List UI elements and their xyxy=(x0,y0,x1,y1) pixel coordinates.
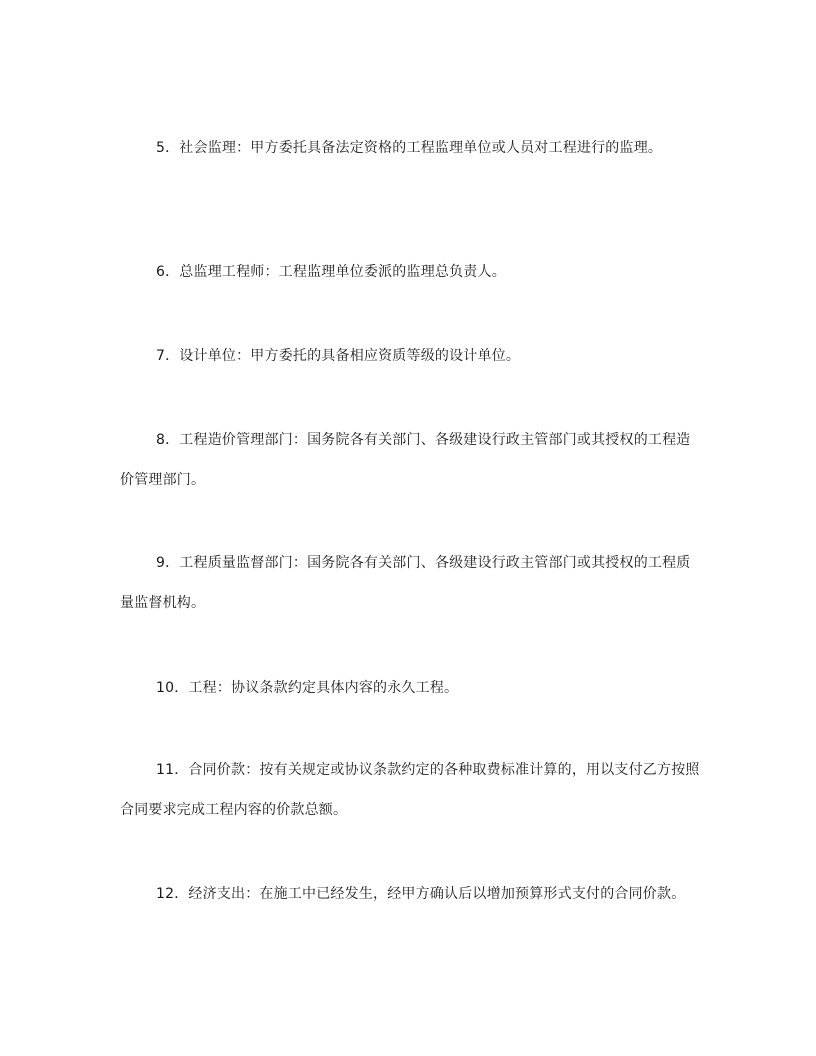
definition-paragraph-9: 9．工程质量监督部门：国务院各有关部门、各级建设行政主管部门或其授权的工程质量监督机构。 xyxy=(120,555,691,611)
definition-paragraph-5: 5．社会监理：甲方委托具备法定资格的工程监理单位或人员对工程进行的监理。 xyxy=(156,140,663,156)
definition-paragraph-6: 6．总监理工程师：工程监理单位委派的监理总负责人。 xyxy=(156,264,506,280)
definition-paragraph-7: 7．设计单位：甲方委托的具备相应资质等级的设计单位。 xyxy=(156,348,521,364)
definition-paragraph-11: 11．合同价款：按有关规定或协议条款约定的各种取费标准计算的，用以支付乙方按照合同要求完成工程内容的价款总额。 xyxy=(120,762,700,818)
definition-paragraph-10: 10．工程：协议条款约定具体内容的永久工程。 xyxy=(156,680,459,696)
definition-paragraph-12: 12．经济支出：在施工中已经发生，经甲方确认后以增加预算形式支付的合同价款。 xyxy=(156,886,686,902)
definition-paragraph-8: 8．工程造价管理部门：国务院各有关部门、各级建设行政主管部门或其授权的工程造价管理部门。 xyxy=(120,432,691,488)
